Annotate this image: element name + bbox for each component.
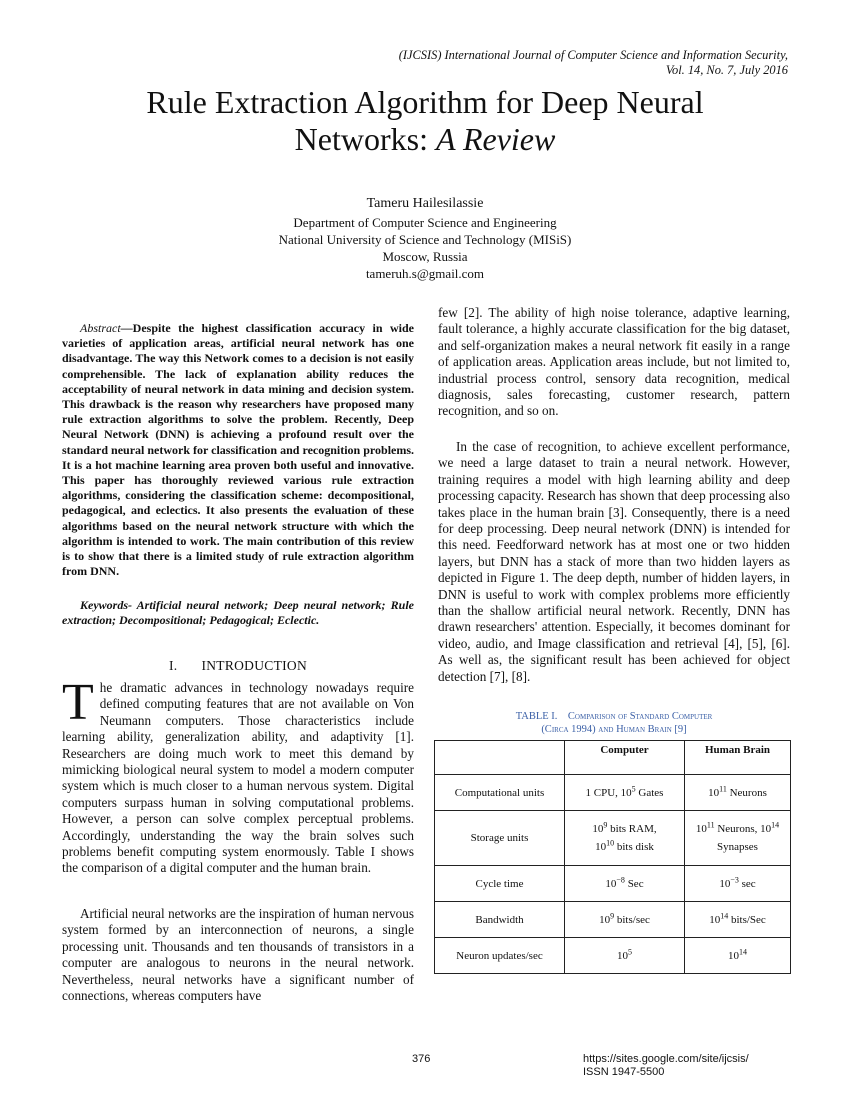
- table-header-cell: [435, 741, 565, 775]
- table-cell-brain: [685, 811, 791, 866]
- table-row: [435, 866, 791, 902]
- paper-title: [60, 84, 790, 158]
- value-unit: Neurons: [726, 786, 767, 799]
- value-exponent: 9: [603, 820, 608, 830]
- table-row-label: Bandwidth: [435, 902, 565, 938]
- table-caption-line-2: [438, 723, 790, 736]
- table-row-label: Neuron updates/sec: [435, 938, 565, 974]
- table-cell-computer: [565, 775, 685, 811]
- value-unit: Neurons, 10: [714, 823, 772, 835]
- table-cell-computer: [565, 938, 685, 974]
- journal-header: [288, 48, 788, 78]
- value-exponent: 14: [771, 820, 780, 830]
- table-label: TABLE I.: [515, 711, 558, 722]
- value-exponent: −3: [730, 874, 739, 884]
- title-italic: A Review: [435, 121, 556, 157]
- title-line-2: [60, 121, 790, 158]
- author-department: Department of Computer Science and Engineering: [293, 215, 557, 230]
- value-base: 10: [695, 823, 707, 835]
- table-cell-computer: [565, 811, 685, 866]
- value-base: 10: [728, 949, 739, 962]
- value-base: 10: [709, 913, 721, 926]
- table-row: [435, 775, 791, 811]
- author-university: National University of Science and Technology (MISiS): [278, 232, 572, 247]
- drop-cap: T: [62, 674, 94, 731]
- value-exponent: 14: [720, 910, 729, 920]
- value-base: 1 CPU, 10: [585, 786, 632, 799]
- table-caption: [438, 710, 790, 736]
- page-number: 376: [412, 1053, 431, 1065]
- table-cell-line: [689, 874, 786, 890]
- author-email[interactable]: tameruh.s@gmail.com: [365, 266, 485, 281]
- value-exponent: 11: [719, 783, 727, 793]
- table-cell-line: [569, 838, 680, 853]
- section-title: INTRODUCTION: [201, 658, 308, 673]
- intro-paragraph-2: Artificial neural networks are the inspiration of human nervous system formed by an interconnection of neurons, a single processing unit. Thousands and ten thousands of transistors in a computer are analogous to neurons in the neural network. Nevertheless, neural networks have a significant number of connections, whereas computers have: [62, 906, 414, 1004]
- table-cell-line: [689, 783, 786, 799]
- table-cell-line: [689, 910, 786, 926]
- author-name: Tameru Hailesilassie: [366, 196, 484, 211]
- value-base: 10: [599, 913, 611, 926]
- table-cell-computer: [565, 902, 685, 938]
- journal-name: (IJCSIS) International Journal of Computer Science and Information Security,: [398, 48, 788, 62]
- table-header-row: [435, 741, 791, 775]
- value-unit: sec: [738, 877, 756, 890]
- value-exponent: 14: [739, 946, 747, 956]
- title-line-1: Rule Extraction Algorithm for Deep Neural: [146, 84, 704, 120]
- table-cell-brain: [685, 938, 791, 974]
- value-exponent: 5: [631, 783, 636, 793]
- table-cell-line: [569, 946, 680, 962]
- footer-issn: ISSN 1947-5500: [583, 1066, 665, 1078]
- value-unit: bits/Sec: [728, 913, 766, 926]
- value-exponent: 10: [606, 838, 615, 848]
- right-paragraph-1: few [2]. The ability of high noise tolerance, adaptive learning, fault tolerance, a highly accurate classification for the big dataset, and self-organization makes a neural network fit easily in a range of application areas. Application areas include, but not limited to, industrial process control, sensory data recognition, medical diagnosis, sales forecasting, customer research, pattern recognition, and so on.: [438, 305, 790, 419]
- value-exponent: 9: [610, 910, 615, 920]
- footer-url[interactable]: https://sites.google.com/site/ijcsis/: [583, 1053, 749, 1065]
- table-cell-computer: [565, 866, 685, 902]
- table-cell-brain: [685, 775, 791, 811]
- abstract: [62, 321, 414, 579]
- table-cell-line: [689, 820, 786, 835]
- table-caption-line-1: [438, 710, 790, 723]
- value-base: 10: [592, 823, 604, 835]
- journal-volume: Vol. 14, No. 7, July 2016: [665, 63, 788, 77]
- intro-paragraph-1: [62, 674, 414, 877]
- table-cell-brain: [685, 902, 791, 938]
- value-unit: bits RAM,: [607, 823, 657, 835]
- value-base: 10: [617, 949, 628, 962]
- value-exponent: 5: [628, 946, 632, 956]
- keywords: Keywords- Artificial neural network; Deep neural network; Rule extraction; Decompositional; Pedagogical; Eclectic.: [62, 598, 414, 628]
- table-caption-ref: [9]: [674, 724, 687, 735]
- table-cell-line: [569, 820, 680, 835]
- footer-site: [583, 1053, 749, 1079]
- right-paragraph-2: In the case of recognition, to achieve excellent performance, we need a large dataset to train a neural network. However, training requires a model with high learning ability and deep processing capacity. Research has shown that deep processing also takes place in the human brain [3]. Consequently, there is a need for deep processing. Deep neural network (DNN) is intended for this need. Feedforward network has at most one or two hidden layers, but DNN has a stack of more than two hidden layers as depicted in Figure 1. The deep depth, number of hidden layers, in DNN is useful to work with complex problems more efficiently than the shallow artificial neural network. Recently, DNN has drawn researchers' attention. Especially, it becomes dominant for video, audio, and Image classification and retrieval [4], [5], [6]. As well as, the significant result has been achieved for object detection [7], [8].: [438, 439, 790, 684]
- value-unit: Gates: [635, 786, 664, 799]
- abstract-body: —Despite the highest classification accuracy in wide varieties of application areas, artificial neural network has one disadvantage. The way this Network comes to a decision is not easily comprehensible. The lack of explanation ability reduces the acceptability of neural network in data mining and decision system. This drawback is the reason why researchers have proposed many rule extraction algorithms to solve the problem. Recently, Deep Neural Network (DNN) is achieving a profound result over the standard neural network for classification and recognition problems. It is a hot machine learning area proven both useful and innovative. This paper has thoroughly reviewed various rule extraction algorithms, considering the classification scheme: decompositional, pedagogical, and eclectics. It also presents the evaluation of these algorithms based on the neural network structure with which the algorithm is intended to work. The main contribution of this review is to show that there is a limited study of rule extraction algorithm from DNN.: [62, 321, 415, 579]
- table-cell-line: [689, 841, 786, 853]
- value-unit: bits/sec: [614, 913, 650, 926]
- author-location: Moscow, Russia: [382, 249, 468, 264]
- table-caption-subtitle: (Circa 1994) and Human Brain: [541, 724, 672, 735]
- table-cell-line: [569, 874, 680, 890]
- table-cell-line: [569, 910, 680, 926]
- table-row-label: Cycle time: [435, 866, 565, 902]
- value-exponent: 11: [706, 820, 715, 830]
- table-caption-title: Comparison of Standard Computer: [567, 711, 713, 722]
- value-base: Synapses: [717, 841, 758, 853]
- value-unit: bits disk: [614, 841, 654, 853]
- abstract-lead: Abstract: [80, 321, 121, 335]
- table-row-label: Computational units: [435, 775, 565, 811]
- value-base: 10: [708, 786, 720, 799]
- table-cell-line: [689, 946, 786, 962]
- table-row: [435, 811, 791, 866]
- table-cell-brain: [685, 866, 791, 902]
- table-row: [435, 902, 791, 938]
- table-row-label: Storage units: [435, 811, 565, 866]
- section-number: I.: [168, 658, 178, 673]
- value-unit: Sec: [624, 877, 644, 890]
- table-header-cell: Computer: [565, 741, 685, 775]
- value-base: 10: [605, 877, 617, 890]
- intro-paragraph-1-text: he dramatic advances in technology nowadays require defined computing features that are not available on Von Neumann computers. Those characteristics include learning ability, generalization ability, and adaptivity [1]. Researchers are doing much work to meet this demand by mimicking biological neural system to model a modern computer system which is much closer to a human nervous system. Digital computers surpass human in solving computational problems. However, a person can solve complex perceptual problems. Accordingly, understanding the way the brain solves such problems benefit computing system enormously. Table I shows the comparison of a digital computer and the human brain.: [62, 680, 414, 876]
- value-base: 10: [595, 841, 607, 853]
- author-block: [200, 195, 650, 282]
- section-heading-introduction: [62, 658, 414, 674]
- table-cell-line: [569, 783, 680, 799]
- value-base: 10: [719, 877, 731, 890]
- table-row: [435, 938, 791, 974]
- title-plain: Networks:: [294, 121, 436, 157]
- value-exponent: −8: [616, 874, 625, 884]
- table-header-cell: Human Brain: [685, 741, 791, 775]
- comparison-table: [434, 740, 791, 974]
